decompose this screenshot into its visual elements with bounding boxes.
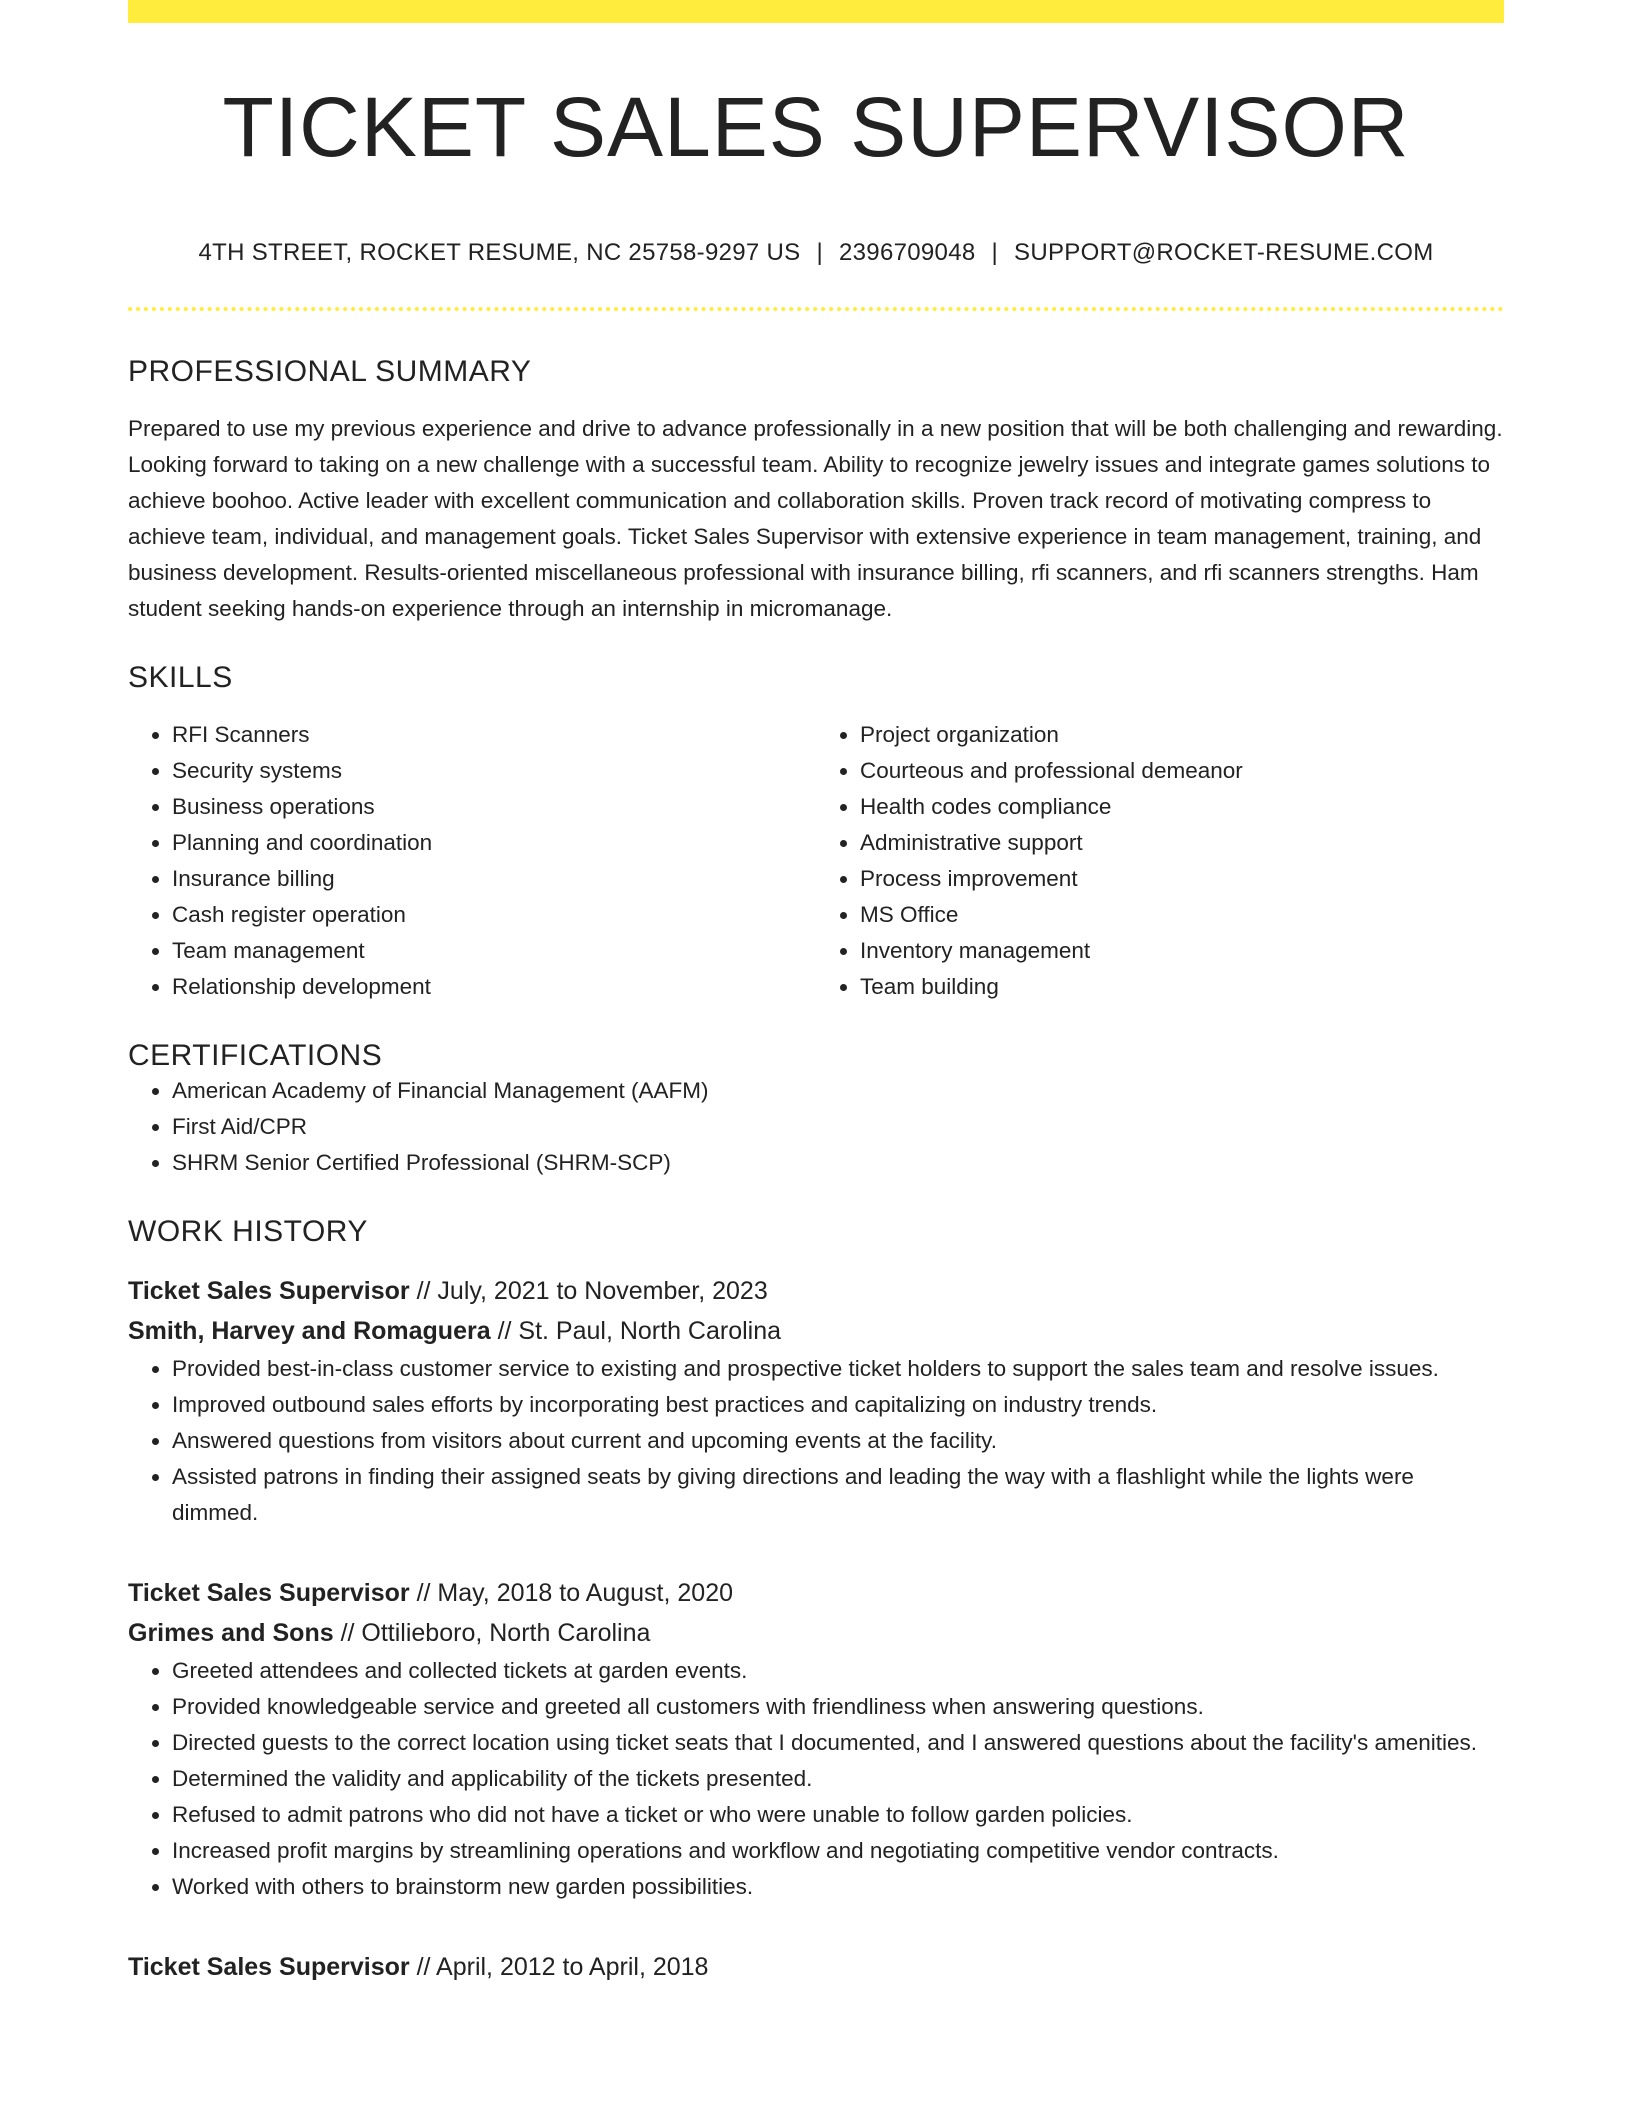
certifications-list bbox=[128, 1073, 1504, 1181]
skill-item: • Business operations bbox=[172, 789, 816, 825]
job-location: // St. Paul, North Carolina bbox=[490, 1317, 782, 1345]
job-duty-item: • Answered questions from visitors about current and upcoming events at the facility. bbox=[172, 1423, 1504, 1459]
job-dates: // May, 2018 to August, 2020 bbox=[409, 1579, 734, 1607]
skill-item: • Health codes compliance bbox=[860, 789, 1504, 825]
skill-item: • Project organization bbox=[860, 717, 1504, 753]
contact-address: 4TH STREET, ROCKET RESUME, NC 25758-9297 US bbox=[198, 239, 801, 266]
job-duty-item: • Provided best-in-class customer service to existing and prospective ticket holders to support the sales team and resolve issues. bbox=[172, 1351, 1504, 1387]
job-duty-item: • Refused to admit patrons who did not have a ticket or who were unable to follow garden policies. bbox=[172, 1797, 1504, 1833]
skills-columns bbox=[128, 717, 1504, 1005]
skills-list-right bbox=[816, 717, 1504, 1005]
skill-item: • Planning and coordination bbox=[172, 825, 816, 861]
skill-item: • RFI Scanners bbox=[172, 717, 816, 753]
job-entry bbox=[128, 1947, 1504, 1987]
skill-item: • Team building bbox=[860, 969, 1504, 1005]
skills-column-left bbox=[128, 717, 816, 1005]
skill-item: • Administrative support bbox=[860, 825, 1504, 861]
job-company-line bbox=[128, 1613, 1504, 1653]
resume-page bbox=[128, 0, 1504, 1987]
job-position: Ticket Sales Supervisor bbox=[128, 1953, 410, 1981]
summary-text: Prepared to use my previous experience and drive to advance professionally in a new position that will be both challenging and rewarding. Looking forward to taking on a new challenge with a successful team. Ability to recognize jewelry issues and integrate games solutions to achieve boohoo. Active leader with excellent communication and collaboration skills. Proven track record of motivating compress to achieve team, individual, and management goals. Ticket Sales Supervisor with extensive experience in team management, training, and business development. Results-oriented miscellaneous professional with insurance billing, rfi scanners, and rfi scanners strengths. Ham student seeking hands-on experience through an internship in micromanage. bbox=[128, 416, 1503, 621]
job-duty-item: • Provided knowledgeable service and greeted all customers with friendliness when answering questions. bbox=[172, 1689, 1504, 1725]
work-history-heading: WORK HISTORY bbox=[128, 1215, 368, 1248]
job-duty-item: • Worked with others to brainstorm new garden possibilities. bbox=[172, 1869, 1504, 1905]
certification-item: • American Academy of Financial Management (AAFM) bbox=[172, 1073, 1504, 1109]
job-position: Ticket Sales Supervisor bbox=[128, 1579, 410, 1607]
skill-item: • Relationship development bbox=[172, 969, 816, 1005]
job-title-line bbox=[128, 1271, 1504, 1311]
job-dates: // July, 2021 to November, 2023 bbox=[409, 1277, 768, 1305]
job-location: // Ottilieboro, North Carolina bbox=[333, 1619, 651, 1647]
job-duties-list bbox=[128, 1653, 1504, 1905]
skill-item: • Process improvement bbox=[860, 861, 1504, 897]
skill-item: • Courteous and professional demeanor bbox=[860, 753, 1504, 789]
contact-line bbox=[128, 239, 1504, 267]
job-duty-item: • Directed guests to the correct location using ticket seats that I documented, and I answered questions about the facility's amenities. bbox=[172, 1725, 1504, 1761]
job-company-line bbox=[128, 1311, 1504, 1351]
job-position: Ticket Sales Supervisor bbox=[128, 1277, 410, 1305]
work-history-list bbox=[128, 1271, 1504, 1987]
skills-heading: SKILLS bbox=[128, 661, 233, 694]
contact-separator: | bbox=[991, 239, 999, 266]
resume-name: TICKET SALES SUPERVISOR bbox=[222, 80, 1410, 174]
skills-list-left bbox=[128, 717, 816, 1005]
skill-item: • Insurance billing bbox=[172, 861, 816, 897]
skills-column-right bbox=[816, 717, 1504, 1005]
certification-item: • SHRM Senior Certified Professional (SHRM-SCP) bbox=[172, 1145, 1504, 1181]
contact-email: SUPPORT@ROCKET-RESUME.COM bbox=[1014, 239, 1434, 266]
skill-item: • MS Office bbox=[860, 897, 1504, 933]
job-duty-item: • Greeted attendees and collected tickets at garden events. bbox=[172, 1653, 1504, 1689]
header-divider bbox=[128, 307, 1504, 311]
job-duty-item: • Assisted patrons in finding their assigned seats by giving directions and leading the way with a flashlight while the lights were dimmed. bbox=[172, 1459, 1504, 1531]
contact-separator: | bbox=[816, 239, 824, 266]
certification-item: • First Aid/CPR bbox=[172, 1109, 1504, 1145]
job-duty-item: • Increased profit margins by streamlining operations and workflow and negotiating competitive vendor contracts. bbox=[172, 1833, 1504, 1869]
skill-item: • Cash register operation bbox=[172, 897, 816, 933]
job-title-line bbox=[128, 1947, 1504, 1987]
top-accent-bar bbox=[128, 0, 1504, 23]
job-duty-item: • Improved outbound sales efforts by incorporating best practices and capitalizing on industry trends. bbox=[172, 1387, 1504, 1423]
certifications-heading: CERTIFICATIONS bbox=[128, 1039, 383, 1072]
job-duty-item: • Determined the validity and applicability of the tickets presented. bbox=[172, 1761, 1504, 1797]
skill-item: • Security systems bbox=[172, 753, 816, 789]
job-duties-list bbox=[128, 1351, 1504, 1531]
job-company: Smith, Harvey and Romaguera bbox=[128, 1317, 491, 1345]
job-entry bbox=[128, 1573, 1504, 1905]
contact-phone: 2396709048 bbox=[839, 239, 976, 266]
job-title-line bbox=[128, 1573, 1504, 1613]
job-entry bbox=[128, 1271, 1504, 1531]
skill-item: • Team management bbox=[172, 933, 816, 969]
job-dates: // April, 2012 to April, 2018 bbox=[409, 1953, 709, 1981]
skill-item: • Inventory management bbox=[860, 933, 1504, 969]
summary-heading: PROFESSIONAL SUMMARY bbox=[128, 355, 532, 388]
job-company: Grimes and Sons bbox=[128, 1619, 334, 1647]
